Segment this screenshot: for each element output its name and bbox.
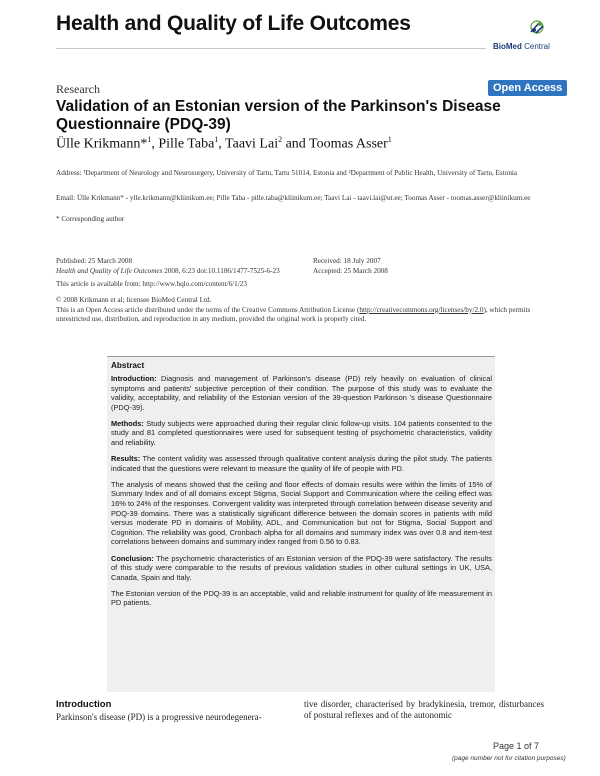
citation-journal: Health and Quality of Life Outcomes xyxy=(56,266,163,275)
received-accepted-dates xyxy=(313,257,388,276)
author-addresses: Address: ¹Department of Neurology and Neurosurgery, University of Tartu, Tartu 51014, Estonia and ²Department of Public Health, University of Tartu, Estonia xyxy=(56,169,518,177)
journal-title: Health and Quality of Life Outcomes xyxy=(56,12,411,35)
author-affiliation: 2 xyxy=(278,135,283,144)
author-name: , Taavi Lai xyxy=(218,136,279,152)
abstract-conclusion-continued: The Estonian version of the PDQ-39 is an acceptable, valid and reliable instrument for quality of life measurement in PD patients. xyxy=(111,588,492,608)
author-affiliation: 1 xyxy=(214,135,219,144)
abstract-methods: Methods: Study subjects were approached during their regular clinic follow-up visits. 104 patients consented to the study and 81 completed questionnaires were used for subsequent testing of psychometric characteristics, validity and reliability. xyxy=(111,418,492,448)
abstract-introduction: Introduction: Diagnosis and management of Parkinson's disease (PD) rely heavily on evaluation of clinical symptoms and patients' subjective perception of their condition. The purpose of this study was to evaluate the validity, acceptability, and reliability of the Estonian version of the 39-question Parkinson 's disease Questionnaire (PDQ-39). xyxy=(111,374,492,412)
author-name: and Toomas Asser xyxy=(282,136,388,152)
page-number-note: (page number not for citation purposes) xyxy=(452,755,566,762)
biomed-central-logo-text: BioMed Central xyxy=(493,42,550,51)
author-name: Ülle Krikmann* xyxy=(56,136,148,152)
abstract-results-continued: The analysis of means showed that the ceiling and floor effects of domain results were within the limits of 15% of Summary Index and of all domains except Stigma, Social Support and Communication where the ceiling effect was 16% to 24% of the responses. Convergent validity was interpreted through correlation between disease severity and PDQ-39 domains. There was a statistically significant difference between the domain scores in patients with mild versus moderate PD in domains of Mobility, ADL, and Communication but not for Stigma, Social Support and Cognition. The reliability was good, Cronbach alpha for all domains and summary index was over 0.8 and item-test correlations between domains and summary index ranged from 0.56 to 0.83. xyxy=(111,479,492,547)
citation xyxy=(56,267,280,277)
article-section: Research xyxy=(56,82,100,96)
open-access-badge: Open Access xyxy=(488,80,567,96)
copyright-license xyxy=(56,296,556,325)
abstract-conclusion: Conclusion: The psychometric characteristics of an Estonian version of the PDQ-39 were satisfactory. The results of this study were comparable to the results of previous validation studies in other cultural settings in UK, USA, Canada, Spain and Italy. xyxy=(111,553,492,582)
citation-details: 2008, 6:23 doi:10.1186/1477-7525-6-23 xyxy=(162,266,280,275)
author-emails: Email: Ülle Krikmann* - ylle.krikmann@kliinikum.ee; Pille Taba - pille.taba@kliinikum.ee; Taavi Lai - taavi.lai@ut.ee; Toomas Asser - toomas.asser@kliinikum.ee xyxy=(56,194,531,202)
license-text: This is an Open Access article distributed under the terms of the Creative Commons Attribution License (http://creativecommons.org/licenses/by/2.0), which permits unrestricted use, distribution, and reproduction in any medium, provided the original work is properly cited. xyxy=(56,305,531,324)
published-date: Published: 25 March 2008 xyxy=(56,257,133,265)
biomed-central-logo-mark xyxy=(493,18,567,42)
license-link[interactable]: http://creativecommons.org/licenses/by/2.0 xyxy=(359,305,484,314)
article-url[interactable]: This article is available from: http://www.hqlo.com/content/6/1/23 xyxy=(56,280,247,288)
author-affiliation: 1 xyxy=(387,135,392,144)
copyright: © 2008 Krikmann et al; licensee BioMed Central Ltd. xyxy=(56,296,212,304)
accepted-date: Accepted: 25 March 2008 xyxy=(313,266,388,275)
introduction-heading: Introduction xyxy=(56,699,112,710)
received-date: Received: 18 July 2007 xyxy=(313,257,381,265)
abstract-box xyxy=(107,356,495,692)
abstract-heading: Abstract xyxy=(111,361,145,370)
publication-info xyxy=(56,257,280,276)
corresponding-author-note: * Corresponding author xyxy=(56,215,125,223)
body-column-right: tive disorder, characterised by bradykinesia, tremor, disturbances of postural reflexes and of the autonomic xyxy=(304,699,544,721)
abstract-results: Results: The content validity was assessed through qualitative content analysis during the pilot study. The patients indicated that the questions were relevant to measure the quality of life of people with PD. xyxy=(111,454,492,473)
biomed-central-logo xyxy=(493,18,567,54)
header-rule xyxy=(56,48,486,49)
author-affiliation: 1 xyxy=(147,135,152,144)
abstract-body xyxy=(111,374,492,614)
page-number: Page 1 of 7 xyxy=(493,741,540,751)
author-list xyxy=(56,135,392,153)
body-column-left: Parkinson's disease (PD) is a progressive neurodegenera- xyxy=(56,712,262,722)
author-name: , Pille Taba xyxy=(151,136,215,152)
article-title: Validation of an Estonian version of the Parkinson's Disease Questionnaire (PDQ-39) xyxy=(56,98,501,133)
